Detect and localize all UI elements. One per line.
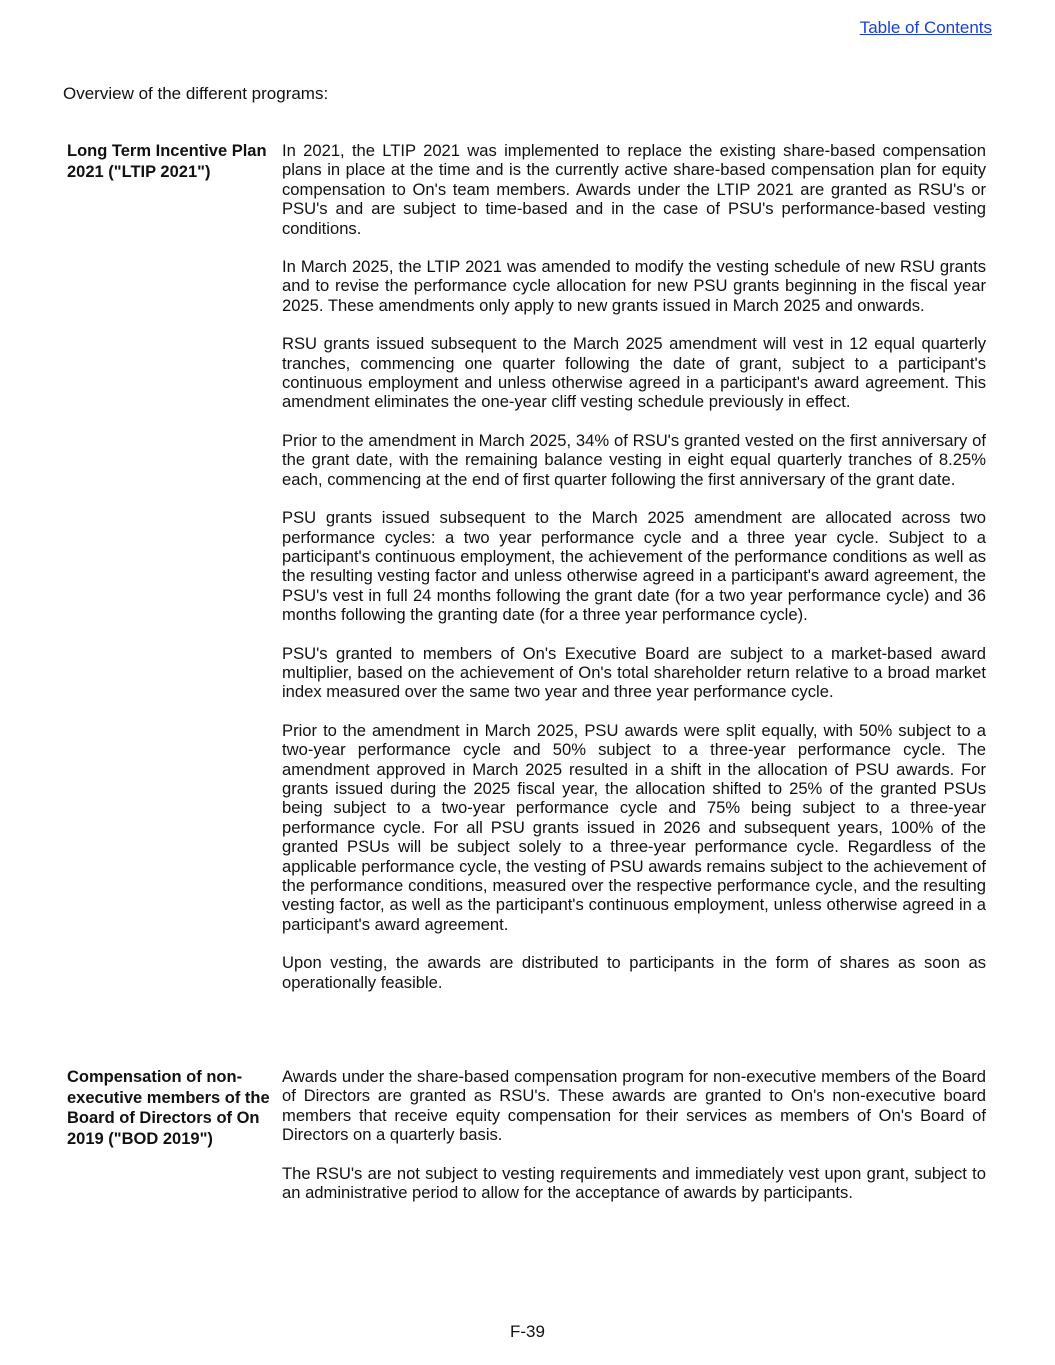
program-label: Compensation of non-executive members of the Board of Directors of On 2019 ("BOD 2019") [67,1068,270,1148]
program-row-bod-2019 [67,1067,987,1221]
intro-text: Overview of the different programs: [63,84,329,103]
table-of-contents-link[interactable]: Table of Contents [859,18,992,37]
paragraph: In 2021, the LTIP 2021 was implemented to replace the existing share-based compensation plans in place at the time and is the currently active share-based compensation plan for equity compensation to On's team members. Awards under the LTIP 2021 are granted as RSU's or PSU's and are subject to time-based and in the case of PSU's performance-based vesting conditions. [282,141,986,238]
program-row-ltip-2021 [67,141,987,992]
paragraph: PSU grants issued subsequent to the March 2025 amendment are allocated across two performance cycles: a two year performance cycle and a three year cycle. Subject to a participant's continuous employment, the achievement of the performance conditions as well as the resulting vesting factor and unless otherwise agreed in a participant's award agreement, the PSU's vest in full 24 months following the grant date (for a two year performance cycle) and 36 months following the granting date (for a three year performance cycle). [282,508,986,625]
paragraph: Upon vesting, the awards are distributed to participants in the form of shares as soon as operationally feasible. [282,953,986,992]
paragraph: Prior to the amendment in March 2025, 34% of RSU's granted vested on the first anniversary of the grant date, with the remaining balance vesting in eight equal quarterly tranches of 8.25% each, commencing at the end of first quarter following the first anniversary of the grant date. [282,430,986,489]
paragraph: In March 2025, the LTIP 2021 was amended to modify the vesting schedule of new RSU grants and to revise the performance cycle allocation for new PSU grants beginning in the fiscal year 2025. These amendments only apply to new grants issued in March 2025 and onwards. [282,257,986,315]
paragraph: Prior to the amendment in March 2025, PSU awards were split equally, with 50% subject to a two-year performance cycle and 50% subject to a three-year performance cycle. The amendment approved in March 2025 resulted in a shift in the allocation of PSU awards. For grants issued during the 2025 fiscal year, the allocation shifted to 25% of the granted PSUs being subject to a two-year performance cycle and 75% being subject to a three-year performance cycle. For all PSU grants issued in 2026 and subsequent years, 100% of the granted PSUs will be subject solely to a three-year performance cycle. Regardless of the applicable performance cycle, the vesting of PSU awards remains subject to the achievement of the performance conditions, measured over the respective performance cycle, and the resulting vesting factor, as well as the participant's continuous employment, unless otherwise agreed in a participant's award agreement. [282,720,986,934]
paragraph: PSU's granted to members of On's Executive Board are subject to a market-based award multiplier, based on the achievement of On's total shareholder return relative to a broad market index measured over the same two year and three year performance cycle. [282,643,986,702]
program-description [282,141,986,992]
paragraph: The RSU's are not subject to vesting requirements and immediately vest upon grant, subject to an administrative period to allow for the acceptance of awards by participants. [282,1163,986,1203]
program-label: Long Term Incentive Plan 2021 ("LTIP 2021") [67,142,267,181]
page-number: F-39 [510,1322,545,1341]
program-description [282,1067,986,1221]
paragraph: Awards under the share-based compensation program for non-executive members of the Board of Directors are granted as RSU's. These awards are granted to On's non-executive board members that receive equity compensation for their services as members of On's Board of Directors on a quarterly basis. [282,1067,986,1145]
paragraph: RSU grants issued subsequent to the March 2025 amendment will vest in 12 equal quarterly tranches, commencing one quarter following the date of grant, subject to a participant's continuous employment and unless otherwise agreed in a participant's award agreement. This amendment eliminates the one-year cliff vesting schedule previously in effect. [282,334,986,412]
